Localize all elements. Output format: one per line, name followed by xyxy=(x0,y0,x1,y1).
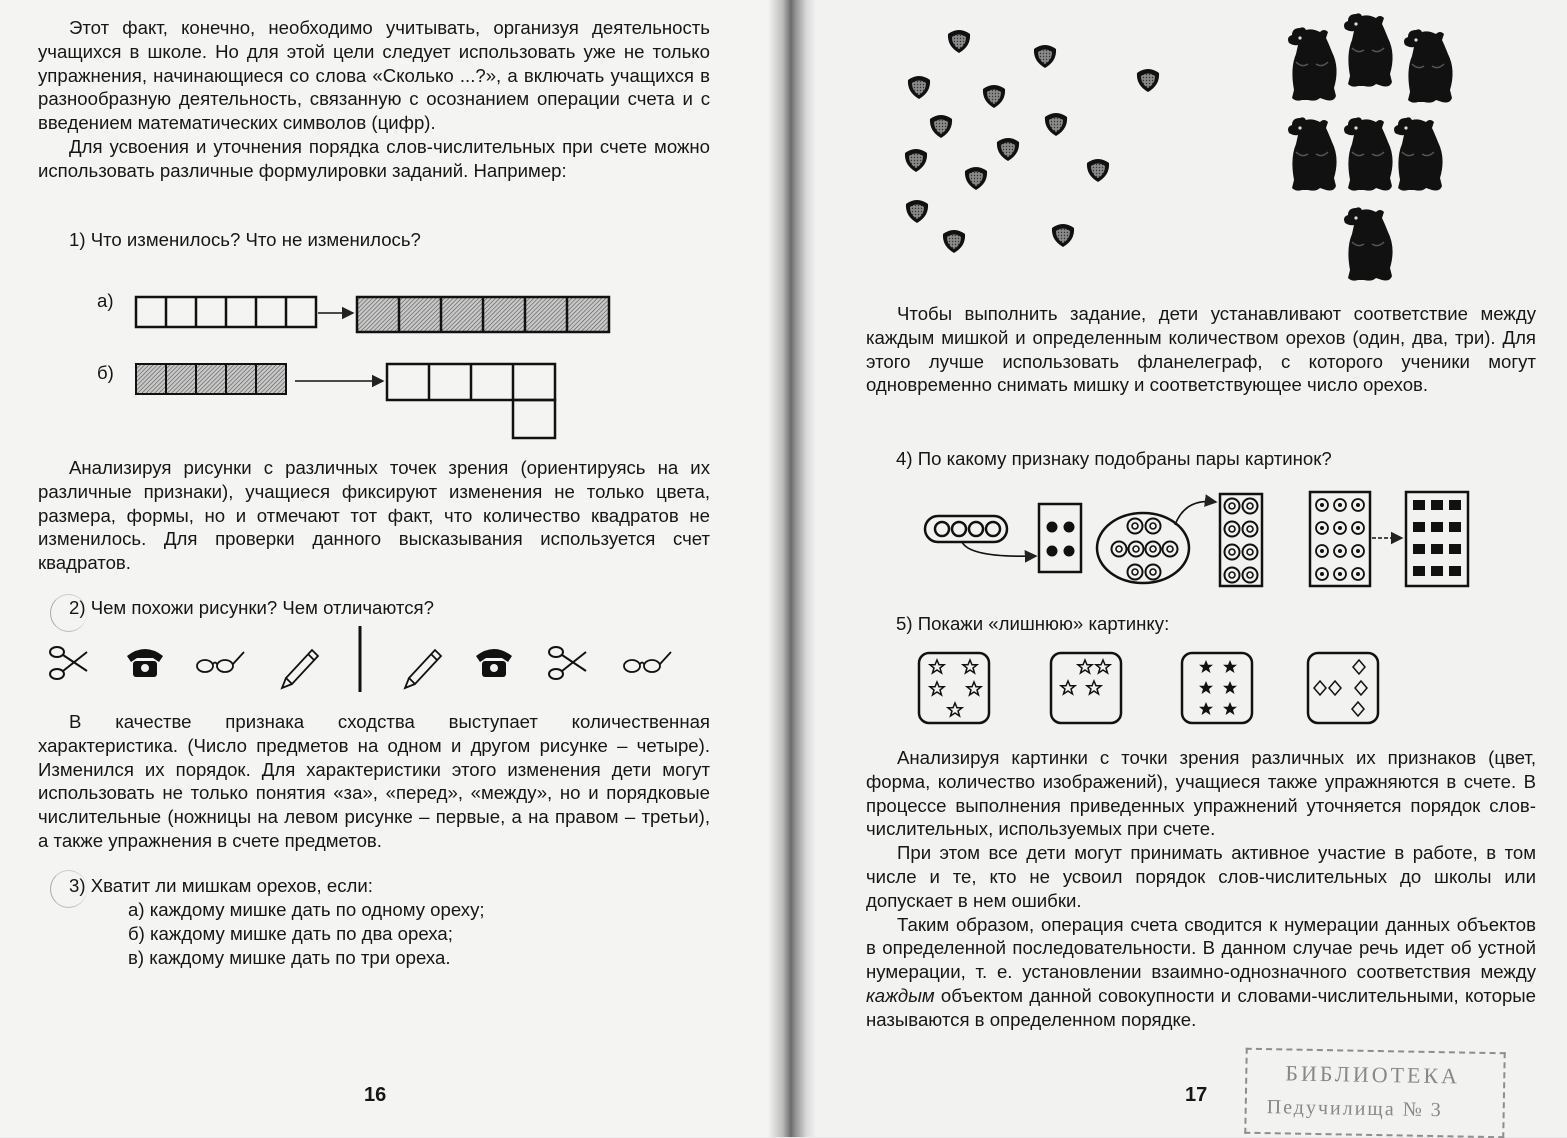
task-4-question: 4) По какому признаку подобраны пары картинок? xyxy=(896,448,1332,469)
text-segment: объектом данной совокупности и словами-числительными, которые называются в определенном порядке. xyxy=(866,984,1536,1030)
task-2-icons xyxy=(0,620,790,700)
pen-icon xyxy=(405,650,441,688)
task-3-item-a: а) каждому мишке дать по одному ореху; xyxy=(128,899,485,920)
arrow xyxy=(1175,501,1216,525)
card-twelve-circles xyxy=(1310,492,1370,586)
task-3-question: 3) Хватит ли мишкам орехов, если: xyxy=(69,875,373,896)
l-shaped-squares xyxy=(387,364,555,438)
telephone-icon xyxy=(127,649,163,677)
stamp-line-1: БИБЛИОТЕКА xyxy=(1285,1060,1461,1089)
label-b: б) xyxy=(97,362,114,383)
card-eight-rings xyxy=(1220,494,1262,586)
domino-four-dots xyxy=(1039,504,1081,572)
paragraph-text: При этом все дети могут принимать активное участие в работе, в том числе и те, кто не усвоил порядок слов-числительных до школы или допускает в нем ошибки. xyxy=(866,842,1536,911)
paragraph-text: Для усвоения и уточнения порядка слов-числительных при счете можно использовать различные формулировки заданий. Например: xyxy=(38,135,710,181)
text-segment: Таким образом, операция счета сводится к нумерации данных объектов в определенной последовательности. В данном случае речь идет об устной нумерации, т. е. установлении взаимно-однозначного соответствия между xyxy=(866,913,1536,983)
paragraph-text xyxy=(866,913,1536,1032)
nuts-group xyxy=(905,30,1159,253)
card-twelve-squares xyxy=(1406,492,1468,586)
task-5-cards-figure xyxy=(900,640,1500,740)
task-1-figure xyxy=(0,0,790,460)
page-number-right: 17 xyxy=(1185,1084,1208,1106)
paragraph-text: Анализируя картинки с точки зрения различных их признаков (цвет, форма, количество изображений), учащиеся также упражняются в счете. В процессе выполнения приведенных упражнений уточняется порядок слов-числительных, используемых при счете. xyxy=(866,747,1536,840)
task-4-pairs-figure xyxy=(900,480,1500,600)
telephone-icon xyxy=(476,649,512,677)
card-four-outline-stars xyxy=(1051,653,1121,723)
glasses-icon xyxy=(197,652,244,672)
task-2-question: 2) Чем похожи рисунки? Чем отличаются? xyxy=(69,597,434,618)
card-five-diamonds xyxy=(1308,653,1378,723)
left-paragraph-3 xyxy=(38,456,710,575)
right-paragraph-2 xyxy=(866,746,1536,1032)
page-number-left: 16 xyxy=(364,1084,387,1106)
paragraph-text: Анализируя рисунки с различных точек зрения (ориентируясь на их различные признаки), учащиеся фиксируют изменения не только цвета, размера, формы, но и отмечают тот факт, что количество квадратов не изменилось. Для проверки данного высказывания используется счет квадратов. xyxy=(38,457,710,574)
bears-group xyxy=(1288,13,1453,280)
nuts-and-bears-figure xyxy=(880,10,1480,285)
white-squares-row xyxy=(136,297,316,327)
paragraph-text: В качестве признака сходства выступает количественная характеристика. (Число предметов на одном и другом рисунке – четыре). Изменился их порядок. Для характеристики этого изменения дети могут использовать не только понятия «за», «перед», «между», но и порядковые числительные (ножницы на левом рисунке – первые, а на правом – третьи), а также упражнения в счете предметов. xyxy=(38,711,710,851)
left-paragraph-4 xyxy=(38,710,710,853)
task-3-item-b: б) каждому мишке дать по два ореха; xyxy=(128,923,453,944)
task-5-question: 5) Покажи «лишнюю» картинку: xyxy=(896,613,1170,634)
paragraph-text: Чтобы выполнить задание, дети устанавливают соответствие между каждым мишкой и определенным количеством орехов (один, два, три). Для этого лучше использовать фланелеграф, с которого ученики могут одновременно снимать мишку и соответствующее число орехов. xyxy=(866,303,1536,396)
task-1-question: 1) Что изменилось? Что не изменилось? xyxy=(69,229,421,250)
card-five-outline-stars xyxy=(919,653,989,723)
label-a: а) xyxy=(97,290,114,311)
paragraph-text: Этот факт, конечно, необходимо учитывать, организуя деятельность учащихся в школе. Но для этой цели следует использовать уже не только упражнения, начинающиеся со слова «Сколько ...?», а включать учащихся в разнообразную деятельность, связанную с осознанием операции счета и с введением математических символов (цифр). xyxy=(38,17,710,134)
small-hatched-squares-row xyxy=(136,364,286,394)
card-six-solid-stars xyxy=(1182,653,1252,723)
task-3-item-c: в) каждому мишке дать по три ореха. xyxy=(128,947,451,968)
glasses-icon xyxy=(624,652,671,672)
hatched-squares-row xyxy=(357,297,609,332)
scissors-icon xyxy=(549,647,586,679)
pen-icon xyxy=(282,650,318,688)
library-stamp xyxy=(1244,1048,1505,1138)
emphasis-text: каждым xyxy=(866,984,935,1006)
pill-four-ovals xyxy=(925,516,1007,542)
stamp-line-2: Педучилища № 3 xyxy=(1266,1096,1443,1122)
right-paragraph-1 xyxy=(866,302,1536,397)
arrow xyxy=(962,542,1036,556)
scissors-icon xyxy=(50,647,87,679)
